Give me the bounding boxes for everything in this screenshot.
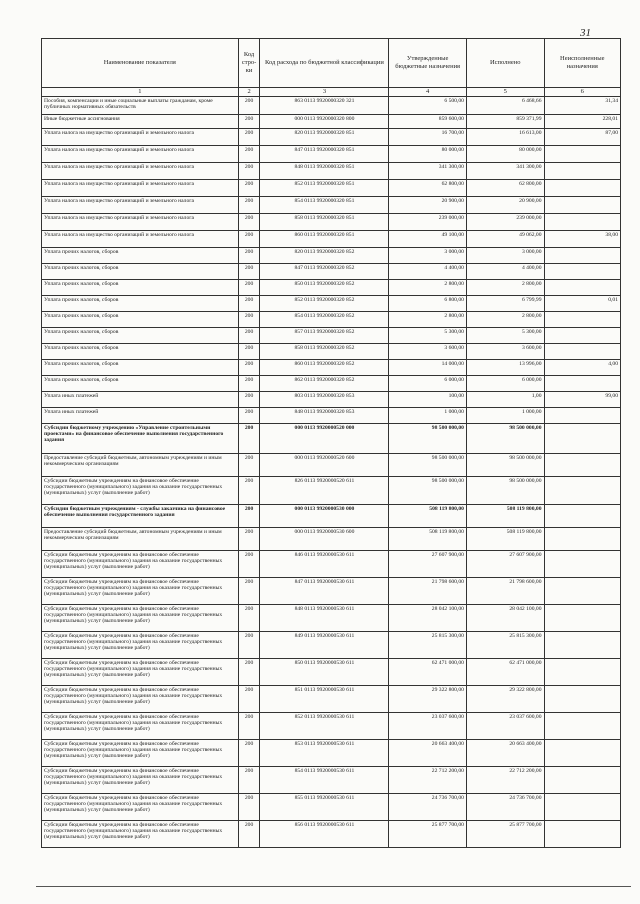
- column-number: 5: [466, 88, 544, 97]
- row-approved: 4 400,00: [389, 264, 467, 280]
- row-approved: 14 000,00: [389, 360, 467, 376]
- row-unexecuted: 31,34: [544, 97, 620, 115]
- row-approved: 16 700,00: [389, 129, 467, 146]
- row-approved: 239 000,00: [389, 214, 467, 231]
- row-approved: 28 042 100,00: [389, 605, 467, 632]
- row-name: Уплата прочих налогов, сборов: [42, 312, 239, 328]
- table-row: [42, 578, 621, 605]
- row-line-code: 200: [238, 528, 260, 551]
- row-executed: 25 815 300,00: [466, 632, 544, 659]
- row-expense-code: 847 0113 9920000320 852: [260, 264, 389, 280]
- row-line-code: 200: [238, 551, 260, 578]
- row-expense-code: 848 0113 9920000530 611: [260, 605, 389, 632]
- row-approved: 49 100,00: [389, 231, 467, 248]
- row-executed: 24 736 700,00: [466, 794, 544, 821]
- row-approved: 62 800,00: [389, 180, 467, 197]
- row-line-code: 200: [238, 578, 260, 605]
- row-unexecuted: 228,01: [544, 115, 620, 129]
- column-number: 6: [544, 88, 620, 97]
- row-line-code: 200: [238, 659, 260, 686]
- row-line-code: 200: [238, 97, 260, 115]
- table-row: [42, 312, 621, 328]
- row-line-code: 200: [238, 264, 260, 280]
- table-row: [42, 528, 621, 551]
- row-unexecuted: [544, 214, 620, 231]
- row-unexecuted: [544, 821, 620, 848]
- row-expense-code: 820 0113 9920000320 851: [260, 129, 389, 146]
- row-name: Уплата налога на имущество организаций и земельного налога: [42, 146, 239, 163]
- row-approved: 80 000,00: [389, 146, 467, 163]
- row-executed: 21 798 600,00: [466, 578, 544, 605]
- row-line-code: 200: [238, 505, 260, 528]
- row-approved: 24 736 700,00: [389, 794, 467, 821]
- row-expense-code: 000 0113 9920000530 600: [260, 528, 389, 551]
- row-executed: 25 877 700,00: [466, 821, 544, 848]
- row-line-code: 200: [238, 794, 260, 821]
- row-line-code: 200: [238, 146, 260, 163]
- row-expense-code: 854 0113 9920000530 611: [260, 767, 389, 794]
- row-executed: 508 119 800,00: [466, 528, 544, 551]
- row-expense-code: 851 0113 9920000530 611: [260, 686, 389, 713]
- row-executed: 2 800,00: [466, 280, 544, 296]
- row-name: Предоставление субсидий бюджетным, автономным учреждениям и иным некоммерческим организациям: [42, 454, 239, 477]
- row-name: Уплата прочих налогов, сборов: [42, 280, 239, 296]
- row-unexecuted: [544, 605, 620, 632]
- row-expense-code: 850 0113 9920000320 852: [260, 280, 389, 296]
- header-approved: Утвержденные бюджетные назначения: [389, 39, 467, 88]
- row-executed: 859 371,99: [466, 115, 544, 129]
- row-unexecuted: [544, 767, 620, 794]
- table-row: [42, 605, 621, 632]
- row-approved: 29 322 800,00: [389, 686, 467, 713]
- row-approved: 21 798 600,00: [389, 578, 467, 605]
- row-unexecuted: [544, 376, 620, 392]
- row-line-code: 200: [238, 740, 260, 767]
- row-expense-code: 847 0113 9920000320 851: [260, 146, 389, 163]
- row-approved: 20 900,00: [389, 197, 467, 214]
- row-executed: 98 500 000,00: [466, 454, 544, 477]
- row-line-code: 200: [238, 713, 260, 740]
- row-line-code: 200: [238, 686, 260, 713]
- row-expense-code: 000 0113 9920000320 800: [260, 115, 389, 129]
- row-unexecuted: [544, 578, 620, 605]
- row-executed: 23 037 600,00: [466, 713, 544, 740]
- row-approved: 22 712 200,00: [389, 767, 467, 794]
- row-executed: 6 468,66: [466, 97, 544, 115]
- row-unexecuted: [544, 280, 620, 296]
- row-name: Иные бюджетные ассигнования: [42, 115, 239, 129]
- row-line-code: 200: [238, 605, 260, 632]
- table-header-row: [42, 39, 621, 88]
- row-executed: 1 000,00: [466, 408, 544, 424]
- row-executed: 2 800,00: [466, 312, 544, 328]
- table-row: [42, 214, 621, 231]
- table-row: [42, 740, 621, 767]
- row-name: Уплата иных платежей: [42, 392, 239, 408]
- row-unexecuted: [544, 344, 620, 360]
- row-line-code: 200: [238, 344, 260, 360]
- row-name: Уплата прочих налогов, сборов: [42, 344, 239, 360]
- row-expense-code: 803 0113 9920000320 853: [260, 392, 389, 408]
- row-unexecuted: [544, 264, 620, 280]
- row-unexecuted: [544, 312, 620, 328]
- row-approved: 23 037 600,00: [389, 713, 467, 740]
- table-row: [42, 163, 621, 180]
- row-name: Уплата прочих налогов, сборов: [42, 296, 239, 312]
- row-line-code: 200: [238, 408, 260, 424]
- row-line-code: 200: [238, 767, 260, 794]
- row-expense-code: 858 0113 9920000320 851: [260, 214, 389, 231]
- row-line-code: 200: [238, 328, 260, 344]
- row-line-code: 200: [238, 280, 260, 296]
- table-row: [42, 767, 621, 794]
- row-approved: 25 877 700,00: [389, 821, 467, 848]
- row-approved: 3 000,00: [389, 248, 467, 264]
- row-executed: 22 712 200,00: [466, 767, 544, 794]
- row-line-code: 200: [238, 197, 260, 214]
- row-expense-code: 856 0113 9920000530 611: [260, 821, 389, 848]
- table-row: [42, 197, 621, 214]
- table-row: [42, 505, 621, 528]
- row-unexecuted: 38,00: [544, 231, 620, 248]
- row-executed: 1,00: [466, 392, 544, 408]
- row-approved: 5 300,00: [389, 328, 467, 344]
- row-name: Пособия, компенсации и иные социальные выплаты гражданам, кроме публичных нормативных обязательств: [42, 97, 239, 115]
- row-approved: 100,00: [389, 392, 467, 408]
- header-expense-code: Код расхода по бюджетной классификации: [260, 39, 389, 88]
- row-executed: 20 900,00: [466, 197, 544, 214]
- row-unexecuted: [544, 632, 620, 659]
- row-expense-code: 854 0113 9920000320 852: [260, 312, 389, 328]
- row-expense-code: 852 0113 9920000530 611: [260, 713, 389, 740]
- row-expense-code: 852 0113 9920000320 852: [260, 296, 389, 312]
- row-name: Субсидии бюджетным учреждениям на финансовое обеспечение государственного (муниципального) задания на оказание государственных (муниципальных) услуг (выполнение работ): [42, 605, 239, 632]
- row-expense-code: 820 0113 9920000320 852: [260, 248, 389, 264]
- table-row: [42, 686, 621, 713]
- row-expense-code: 826 0113 9920000520 611: [260, 477, 389, 505]
- header-executed: Исполнено: [466, 39, 544, 88]
- row-unexecuted: [544, 146, 620, 163]
- row-approved: 20 663 400,00: [389, 740, 467, 767]
- table-row: [42, 454, 621, 477]
- row-executed: 3 600,00: [466, 344, 544, 360]
- row-name: Субсидии бюджетным учреждениям - службы заказчика на финансовое обеспечение выполнения государственного задания: [42, 505, 239, 528]
- row-expense-code: 000 0113 9920000520 000: [260, 424, 389, 454]
- row-unexecuted: 0,01: [544, 296, 620, 312]
- row-expense-code: 853 0113 9920000530 611: [260, 740, 389, 767]
- row-unexecuted: [544, 551, 620, 578]
- row-name: Субсидии бюджетным учреждениям на финансовое обеспечение государственного (муниципального) задания на оказание государственных (муниципальных) услуг (выполнение работ): [42, 713, 239, 740]
- row-unexecuted: [544, 454, 620, 477]
- row-executed: 20 663 400,00: [466, 740, 544, 767]
- row-expense-code: 846 0113 9920000530 611: [260, 551, 389, 578]
- row-executed: 6 000,00: [466, 376, 544, 392]
- row-name: Предоставление субсидий бюджетным, автономным учреждениям и иным некоммерческим организациям: [42, 528, 239, 551]
- table-row: [42, 360, 621, 376]
- table-row: [42, 129, 621, 146]
- row-approved: 508 119 800,00: [389, 528, 467, 551]
- row-approved: 27 607 900,00: [389, 551, 467, 578]
- row-line-code: 200: [238, 296, 260, 312]
- row-name: Уплата иных платежей: [42, 408, 239, 424]
- row-executed: 6 799,99: [466, 296, 544, 312]
- row-executed: 80 000,00: [466, 146, 544, 163]
- row-unexecuted: [544, 180, 620, 197]
- header-name: Наименование показателя: [42, 39, 239, 88]
- row-unexecuted: [544, 424, 620, 454]
- row-executed: 62 471 000,00: [466, 659, 544, 686]
- row-approved: 341 300,00: [389, 163, 467, 180]
- row-approved: 859 600,00: [389, 115, 467, 129]
- row-line-code: 200: [238, 424, 260, 454]
- row-name: Субсидии бюджетным учреждениям на финансовое обеспечение государственного (муниципального) задания на оказание государственных (муниципальных) услуг (выполнение работ): [42, 767, 239, 794]
- row-unexecuted: [544, 163, 620, 180]
- table-row: [42, 115, 621, 129]
- row-executed: 49 062,00: [466, 231, 544, 248]
- table-row: [42, 328, 621, 344]
- row-executed: 3 000,00: [466, 248, 544, 264]
- row-unexecuted: [544, 505, 620, 528]
- row-executed: 5 300,00: [466, 328, 544, 344]
- column-number-row: [42, 88, 621, 97]
- row-line-code: 200: [238, 180, 260, 197]
- row-expense-code: 860 0113 9920000320 852: [260, 360, 389, 376]
- header-unexecuted: Неисполненные назначения: [544, 39, 620, 88]
- row-unexecuted: [544, 740, 620, 767]
- row-name: Субсидии бюджетным учреждениям на финансовое обеспечение государственного (муниципального) задания на оказание государственных (муниципальных) услуг (выполнение работ): [42, 578, 239, 605]
- row-approved: 2 800,00: [389, 280, 467, 296]
- table-row: [42, 97, 621, 115]
- row-approved: 98 500 000,00: [389, 424, 467, 454]
- row-executed: 98 500 000,00: [466, 424, 544, 454]
- row-name: Уплата налога на имущество организаций и земельного налога: [42, 129, 239, 146]
- row-line-code: 200: [238, 360, 260, 376]
- row-unexecuted: [544, 794, 620, 821]
- row-executed: 341 300,00: [466, 163, 544, 180]
- row-executed: 16 613,00: [466, 129, 544, 146]
- row-approved: 1 000,00: [389, 408, 467, 424]
- column-number: 4: [389, 88, 467, 97]
- row-line-code: 200: [238, 115, 260, 129]
- row-name: Субсидии бюджетному учреждению «Управление строительными проектами» на финансовое обеспечение выполнения государственного задания: [42, 424, 239, 454]
- row-executed: 508 119 800,00: [466, 505, 544, 528]
- row-line-code: 200: [238, 454, 260, 477]
- row-expense-code: 854 0113 9920000320 851: [260, 197, 389, 214]
- row-unexecuted: [544, 248, 620, 264]
- row-name: Субсидии бюджетным учреждениям на финансовое обеспечение государственного (муниципального) задания на оказание государственных (муниципальных) услуг (выполнение работ): [42, 477, 239, 505]
- row-approved: 62 471 000,00: [389, 659, 467, 686]
- row-unexecuted: [544, 528, 620, 551]
- table-row: [42, 477, 621, 505]
- table-row: [42, 146, 621, 163]
- table-row: [42, 344, 621, 360]
- row-expense-code: 000 0113 9920000520 600: [260, 454, 389, 477]
- row-expense-code: 847 0113 9920000530 611: [260, 578, 389, 605]
- table-row: [42, 632, 621, 659]
- row-line-code: 200: [238, 231, 260, 248]
- row-approved: 98 500 000,00: [389, 477, 467, 505]
- row-name: Уплата налога на имущество организаций и земельного налога: [42, 180, 239, 197]
- row-unexecuted: 4,00: [544, 360, 620, 376]
- table-row: [42, 408, 621, 424]
- row-executed: 29 322 800,00: [466, 686, 544, 713]
- table-body: [42, 97, 621, 848]
- row-approved: 6 800,00: [389, 296, 467, 312]
- row-expense-code: 848 0113 9920000320 853: [260, 408, 389, 424]
- row-name: Уплата налога на имущество организаций и земельного налога: [42, 214, 239, 231]
- table-row: [42, 424, 621, 454]
- row-line-code: 200: [238, 214, 260, 231]
- row-executed: 98 500 000,00: [466, 477, 544, 505]
- row-executed: 13 996,00: [466, 360, 544, 376]
- row-line-code: 200: [238, 248, 260, 264]
- budget-execution-table: [41, 38, 621, 848]
- row-name: Уплата налога на имущество организаций и земельного налога: [42, 163, 239, 180]
- column-number: 1: [42, 88, 239, 97]
- page-bottom-divider: [36, 886, 631, 887]
- table-row: [42, 659, 621, 686]
- row-line-code: 200: [238, 632, 260, 659]
- row-executed: 28 042 100,00: [466, 605, 544, 632]
- table-row: [42, 280, 621, 296]
- row-approved: 6 000,00: [389, 376, 467, 392]
- row-line-code: 200: [238, 821, 260, 848]
- row-executed: 27 607 900,00: [466, 551, 544, 578]
- row-unexecuted: 87,00: [544, 129, 620, 146]
- row-name: Уплата прочих налогов, сборов: [42, 376, 239, 392]
- row-approved: 98 500 000,00: [389, 454, 467, 477]
- row-unexecuted: [544, 477, 620, 505]
- row-expense-code: 000 0113 9920000530 000: [260, 505, 389, 528]
- row-name: Субсидии бюджетным учреждениям на финансовое обеспечение государственного (муниципального) задания на оказание государственных (муниципальных) услуг (выполнение работ): [42, 821, 239, 848]
- row-expense-code: 857 0113 9920000320 852: [260, 328, 389, 344]
- row-unexecuted: [544, 328, 620, 344]
- table-row: [42, 264, 621, 280]
- row-unexecuted: [544, 659, 620, 686]
- row-unexecuted: [544, 408, 620, 424]
- row-unexecuted: 99,00: [544, 392, 620, 408]
- table-row: [42, 392, 621, 408]
- row-name: Субсидии бюджетным учреждениям на финансовое обеспечение государственного (муниципального) задания на оказание государственных (муниципальных) услуг (выполнение работ): [42, 659, 239, 686]
- page-number: 31: [580, 27, 591, 39]
- row-executed: 62 800,00: [466, 180, 544, 197]
- row-expense-code: 850 0113 9920000530 611: [260, 659, 389, 686]
- row-executed: 239 000,00: [466, 214, 544, 231]
- row-expense-code: 849 0113 9920000530 611: [260, 632, 389, 659]
- table-row: [42, 821, 621, 848]
- row-name: Уплата прочих налогов, сборов: [42, 328, 239, 344]
- row-expense-code: 862 0113 9920000320 852: [260, 376, 389, 392]
- row-unexecuted: [544, 713, 620, 740]
- table-row: [42, 296, 621, 312]
- row-name: Субсидии бюджетным учреждениям на финансовое обеспечение государственного (муниципального) задания на оказание государственных (муниципальных) услуг (выполнение работ): [42, 632, 239, 659]
- table-row: [42, 713, 621, 740]
- row-name: Уплата прочих налогов, сборов: [42, 264, 239, 280]
- row-line-code: 200: [238, 129, 260, 146]
- row-approved: 2 800,00: [389, 312, 467, 328]
- row-approved: 25 815 300,00: [389, 632, 467, 659]
- row-expense-code: 852 0113 9920000320 851: [260, 180, 389, 197]
- row-line-code: 200: [238, 376, 260, 392]
- table-row: [42, 180, 621, 197]
- table-row: [42, 376, 621, 392]
- row-expense-code: 848 0113 9920000320 851: [260, 163, 389, 180]
- header-line-code: Код стро-ки: [238, 39, 260, 88]
- row-approved: 3 600,00: [389, 344, 467, 360]
- table-row: [42, 231, 621, 248]
- row-line-code: 200: [238, 392, 260, 408]
- row-expense-code: 855 0113 9920000530 611: [260, 794, 389, 821]
- table-row: [42, 248, 621, 264]
- row-executed: 4 400,00: [466, 264, 544, 280]
- row-expense-code: 860 0113 9920000320 851: [260, 231, 389, 248]
- row-line-code: 200: [238, 477, 260, 505]
- row-name: Уплата прочих налогов, сборов: [42, 360, 239, 376]
- row-name: Субсидии бюджетным учреждениям на финансовое обеспечение государственного (муниципального) задания на оказание государственных (муниципальных) услуг (выполнение работ): [42, 551, 239, 578]
- row-line-code: 200: [238, 163, 260, 180]
- row-expense-code: 858 0113 9920000320 852: [260, 344, 389, 360]
- column-number: 3: [260, 88, 389, 97]
- column-number: 2: [238, 88, 260, 97]
- row-approved: 508 119 800,00: [389, 505, 467, 528]
- row-name: Субсидии бюджетным учреждениям на финансовое обеспечение государственного (муниципального) задания на оказание государственных (муниципальных) услуг (выполнение работ): [42, 794, 239, 821]
- table-row: [42, 794, 621, 821]
- row-name: Уплата прочих налогов, сборов: [42, 248, 239, 264]
- row-approved: 6 500,00: [389, 97, 467, 115]
- row-name: Субсидии бюджетным учреждениям на финансовое обеспечение государственного (муниципального) задания на оказание государственных (муниципальных) услуг (выполнение работ): [42, 686, 239, 713]
- row-unexecuted: [544, 686, 620, 713]
- row-name: Уплата налога на имущество организаций и земельного налога: [42, 231, 239, 248]
- table-row: [42, 551, 621, 578]
- row-name: Субсидии бюджетным учреждениям на финансовое обеспечение государственного (муниципального) задания на оказание государственных (муниципальных) услуг (выполнение работ): [42, 740, 239, 767]
- row-expense-code: 863 0113 9920000320 321: [260, 97, 389, 115]
- row-name: Уплата налога на имущество организаций и земельного налога: [42, 197, 239, 214]
- row-line-code: 200: [238, 312, 260, 328]
- row-unexecuted: [544, 197, 620, 214]
